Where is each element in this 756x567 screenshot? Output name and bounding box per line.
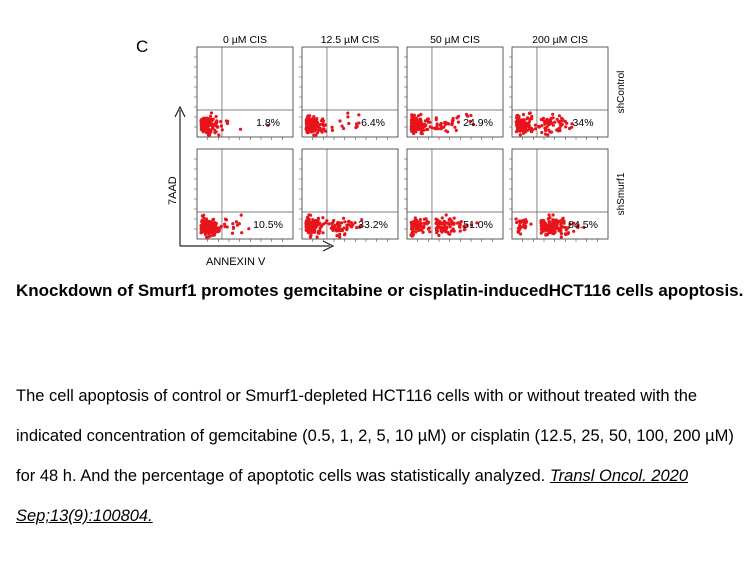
event-point	[331, 126, 334, 129]
event-point	[450, 223, 453, 226]
event-point	[534, 127, 537, 130]
event-point	[240, 231, 243, 234]
event-point	[556, 222, 559, 225]
event-point	[321, 216, 324, 219]
event-point	[220, 125, 223, 128]
row-label: shControl	[616, 70, 627, 114]
event-point	[232, 227, 235, 230]
event-point	[410, 121, 413, 124]
event-point	[202, 217, 205, 220]
event-point	[236, 224, 239, 227]
event-point	[422, 123, 425, 126]
apoptosis-percent-label: 51.0%	[463, 219, 493, 232]
event-point	[516, 118, 519, 121]
event-point	[558, 127, 561, 130]
event-point	[522, 219, 525, 222]
event-point	[453, 126, 456, 129]
event-point	[218, 226, 221, 229]
event-point	[564, 125, 567, 128]
event-point	[457, 221, 460, 224]
event-point	[215, 121, 218, 124]
event-point	[559, 120, 562, 123]
event-point	[213, 131, 216, 134]
event-point	[308, 130, 311, 133]
event-point	[320, 225, 323, 228]
event-point	[566, 232, 569, 235]
event-point	[434, 127, 437, 130]
event-point	[419, 221, 422, 224]
event-point	[341, 125, 344, 128]
scatter-panel	[299, 47, 398, 140]
event-point	[526, 117, 529, 120]
event-point	[215, 115, 218, 118]
event-point	[437, 234, 440, 237]
event-point	[518, 129, 521, 132]
event-point	[207, 124, 210, 127]
event-point	[357, 113, 360, 116]
event-point	[438, 221, 441, 224]
column-label: 0 µM CIS	[223, 34, 267, 46]
event-point	[453, 217, 456, 220]
event-point	[440, 231, 443, 234]
event-point	[318, 221, 321, 224]
panel-grid	[194, 34, 627, 242]
event-point	[545, 233, 548, 236]
event-point	[235, 220, 238, 223]
event-point	[209, 235, 212, 238]
event-point	[441, 216, 444, 219]
event-point	[225, 119, 228, 122]
event-point	[548, 123, 551, 126]
event-point	[207, 227, 210, 230]
event-point	[316, 235, 319, 238]
scatter-panel	[404, 47, 503, 140]
event-point	[519, 133, 522, 136]
event-point	[410, 222, 413, 225]
event-point	[428, 121, 431, 124]
event-point	[338, 119, 341, 122]
event-point	[409, 234, 412, 237]
event-point	[435, 229, 438, 232]
event-point	[556, 118, 559, 121]
event-point	[306, 216, 309, 219]
event-point	[346, 115, 349, 118]
event-point	[306, 116, 309, 119]
event-point	[346, 112, 349, 115]
event-point	[558, 114, 561, 117]
event-point	[225, 218, 228, 221]
event-point	[424, 119, 427, 122]
event-point	[338, 235, 341, 238]
event-point	[458, 226, 461, 229]
event-point	[448, 217, 451, 220]
scatter-panel	[509, 47, 608, 140]
event-point	[519, 232, 522, 235]
event-point	[548, 216, 551, 219]
event-point	[419, 122, 422, 125]
event-point	[322, 222, 325, 225]
event-point	[414, 130, 417, 133]
event-point	[205, 220, 208, 223]
event-point	[323, 128, 326, 131]
event-point	[560, 232, 563, 235]
event-point	[336, 229, 339, 232]
event-point	[346, 226, 349, 229]
event-point	[322, 119, 325, 122]
event-point	[522, 113, 525, 116]
panel-letter: C	[136, 37, 149, 56]
event-point	[411, 230, 414, 233]
event-point	[551, 113, 554, 116]
event-point	[518, 224, 521, 227]
event-point	[309, 226, 312, 229]
event-point	[209, 225, 212, 228]
apoptosis-percent-label: 34%	[572, 117, 594, 130]
event-point	[202, 225, 205, 228]
event-point	[305, 225, 308, 228]
apoptosis-percent-label: 33.2%	[358, 219, 388, 232]
event-point	[415, 122, 418, 125]
event-point	[321, 231, 324, 234]
event-point	[414, 230, 417, 233]
event-point	[307, 121, 310, 124]
event-point	[550, 122, 553, 125]
event-point	[210, 220, 213, 223]
event-point	[314, 133, 317, 136]
event-point	[312, 220, 315, 223]
event-point	[221, 128, 224, 131]
event-point	[518, 229, 521, 232]
event-point	[444, 227, 447, 230]
event-point	[429, 125, 432, 128]
event-point	[540, 225, 543, 228]
event-point	[240, 214, 243, 217]
event-point	[347, 122, 350, 125]
event-point	[414, 223, 417, 226]
event-point	[416, 126, 419, 129]
event-point	[546, 133, 549, 136]
event-point	[425, 128, 428, 131]
event-point	[200, 118, 203, 121]
event-point	[420, 128, 423, 131]
event-point	[211, 234, 214, 237]
event-point	[319, 129, 322, 132]
event-point	[459, 230, 462, 233]
event-point	[419, 225, 422, 228]
event-point	[239, 128, 242, 131]
event-point	[515, 217, 518, 220]
event-point	[331, 129, 334, 132]
event-point	[541, 221, 544, 224]
apoptosis-percent-label: 24.9%	[463, 117, 493, 130]
event-point	[231, 222, 234, 225]
event-point	[357, 121, 360, 124]
event-point	[422, 226, 425, 229]
x-axis-label: ANNEXIN V	[206, 256, 266, 268]
event-point	[543, 223, 546, 226]
event-point	[561, 118, 564, 121]
event-point	[335, 234, 338, 237]
event-point	[442, 125, 445, 128]
event-point	[528, 112, 531, 115]
event-point	[308, 125, 311, 128]
event-point	[356, 125, 359, 128]
event-point	[312, 119, 315, 122]
event-point	[209, 115, 212, 118]
event-point	[560, 225, 563, 228]
event-point	[451, 121, 454, 124]
event-point	[226, 225, 229, 228]
event-point	[423, 222, 426, 225]
event-point	[538, 126, 541, 129]
event-point	[213, 221, 216, 224]
event-point	[217, 133, 220, 136]
event-point	[205, 235, 208, 238]
event-point	[544, 129, 547, 132]
column-label: 12.5 µM CIS	[320, 34, 380, 46]
event-point	[560, 218, 563, 221]
event-point	[324, 123, 327, 126]
event-point	[435, 118, 438, 121]
event-point	[210, 111, 213, 114]
event-point	[534, 124, 537, 127]
event-point	[417, 114, 420, 117]
y-axis-label: 7AAD	[167, 176, 179, 205]
event-point	[309, 214, 312, 217]
event-point	[317, 217, 320, 220]
scatter-panel	[404, 149, 503, 242]
event-point	[315, 118, 318, 121]
event-point	[313, 230, 316, 233]
event-point	[426, 222, 429, 225]
event-point	[208, 133, 211, 136]
event-point	[423, 218, 426, 221]
event-point	[206, 121, 209, 124]
event-point	[420, 132, 423, 135]
event-point	[336, 222, 339, 225]
event-point	[305, 220, 308, 223]
event-point	[212, 225, 215, 228]
event-point	[524, 126, 527, 129]
event-point	[204, 129, 207, 132]
event-point	[314, 127, 317, 130]
event-point	[552, 213, 555, 216]
event-point	[415, 219, 418, 222]
event-point	[552, 116, 555, 119]
event-point	[328, 222, 331, 225]
column-label: 50 µM CIS	[430, 34, 480, 46]
event-point	[555, 225, 558, 228]
apoptosis-percent-label: 10.5%	[253, 219, 283, 232]
event-point	[452, 227, 455, 230]
event-point	[338, 225, 341, 228]
event-point	[350, 221, 353, 224]
event-point	[444, 129, 447, 132]
event-point	[209, 129, 212, 132]
scatter-panel	[299, 149, 398, 242]
event-point	[231, 232, 234, 235]
caption-title: Knockdown of Smurf1 promotes gemcitabine or cisplatin-inducedHCT116 cells apoptosis.	[16, 281, 744, 300]
event-point	[549, 226, 552, 229]
event-point	[527, 122, 530, 125]
event-point	[444, 121, 447, 124]
event-point	[445, 213, 448, 216]
event-point	[201, 230, 204, 233]
event-point	[553, 121, 556, 124]
event-point	[216, 126, 219, 129]
scatter-panel	[509, 149, 608, 242]
event-point	[331, 221, 334, 224]
event-point	[333, 227, 336, 230]
event-point	[428, 226, 431, 229]
event-point	[542, 230, 545, 233]
scatter-panel	[194, 47, 293, 140]
event-point	[542, 117, 545, 120]
apoptosis-percent-label: 84.5%	[568, 219, 598, 232]
event-point	[428, 230, 431, 233]
event-point	[540, 131, 543, 134]
event-point	[305, 127, 308, 130]
event-point	[529, 223, 532, 226]
event-point	[219, 120, 222, 123]
column-label: 200 µM CIS	[532, 34, 588, 46]
event-point	[212, 218, 215, 221]
apoptosis-percent-label: 6.4%	[361, 117, 386, 130]
caption-body	[16, 376, 746, 536]
event-point	[554, 230, 557, 233]
event-point	[522, 120, 525, 123]
event-point	[440, 226, 443, 229]
event-point	[440, 122, 443, 125]
scatter-panel	[194, 149, 293, 242]
event-point	[522, 132, 525, 135]
event-point	[445, 221, 448, 224]
event-point	[343, 232, 346, 235]
event-point	[419, 218, 422, 221]
event-point	[247, 227, 250, 230]
event-point	[521, 225, 524, 228]
event-point	[314, 224, 317, 227]
event-point	[417, 229, 420, 232]
event-point	[317, 231, 320, 234]
event-point	[342, 226, 345, 229]
caption-text: The cell apoptosis of control or Smurf1-depleted HCT116 cells with or without treated with the indicated concentration of gemcitabine (0.5, 1, 2, 5, 10 µM) or cisplatin (12.5, 25, 50, 100, 200 µM) for 48 h. And the percentage of apoptotic cells was statistically analyzed.	[16, 387, 734, 485]
event-point	[548, 130, 551, 133]
event-point	[447, 122, 450, 125]
event-point	[516, 114, 519, 117]
event-point	[413, 114, 416, 117]
event-point	[343, 220, 346, 223]
event-point	[518, 220, 521, 223]
event-point	[307, 231, 310, 234]
event-point	[455, 129, 458, 132]
event-point	[553, 223, 556, 226]
event-point	[530, 115, 533, 118]
event-point	[309, 235, 312, 238]
event-point	[203, 123, 206, 126]
event-point	[545, 120, 548, 123]
event-point	[546, 228, 549, 231]
event-point	[519, 122, 522, 125]
flow-cytometry-figure	[0, 0, 756, 280]
event-point	[457, 115, 460, 118]
event-point	[515, 124, 518, 127]
apoptosis-percent-label: 1.8%	[256, 117, 281, 130]
event-point	[342, 217, 345, 220]
event-point	[209, 230, 212, 233]
event-point	[560, 235, 563, 238]
citation-link[interactable]: Transl Oncol. 2020 Sep;13(9):100804.	[16, 467, 689, 525]
row-label: shSmurf1	[616, 172, 627, 216]
event-point	[530, 130, 533, 133]
event-point	[457, 121, 460, 124]
